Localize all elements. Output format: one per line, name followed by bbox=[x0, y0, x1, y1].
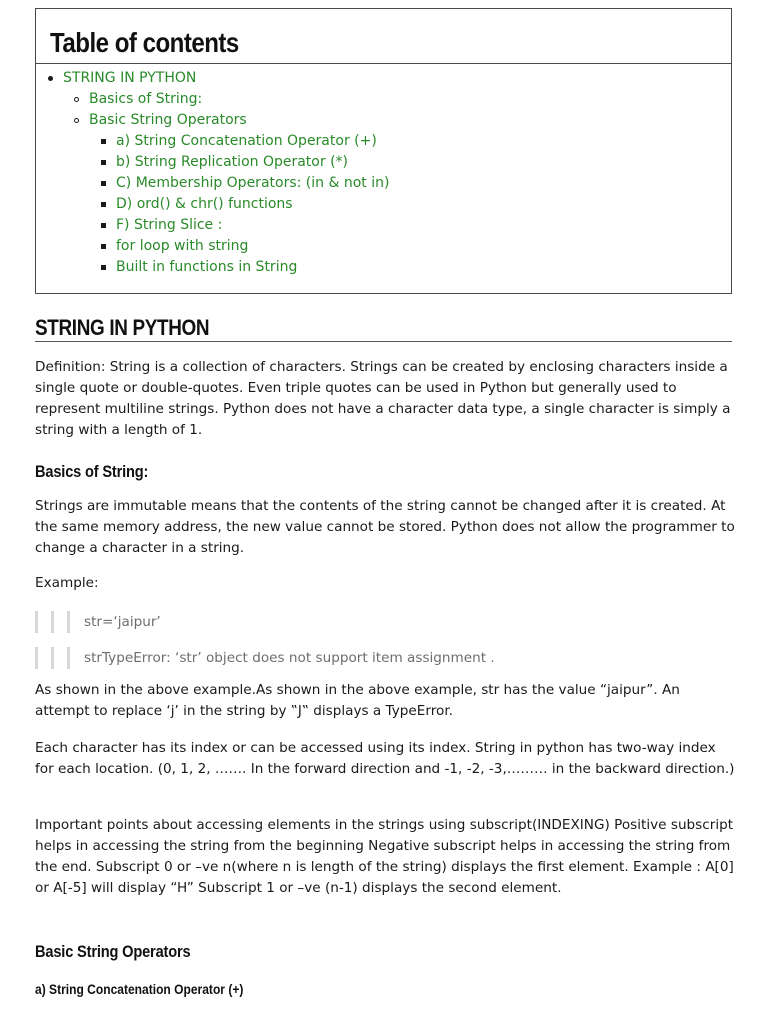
toc-bullet-square bbox=[101, 244, 106, 249]
toc-bullet-circle bbox=[74, 97, 79, 102]
toc-link-label: STRING IN PYTHON bbox=[63, 70, 197, 86]
toc-bullet-square bbox=[101, 202, 106, 207]
code-gutter bbox=[35, 647, 75, 669]
toc-bullet-square bbox=[101, 160, 106, 165]
code-text: str=‘jaipur’ bbox=[84, 614, 161, 630]
toc-link-concatenation[interactable] bbox=[116, 133, 377, 150]
section-heading-string-in-python: STRING IN PYTHON bbox=[35, 315, 210, 340]
toc-link-label: for loop with string bbox=[116, 238, 249, 254]
toc-bullet-circle bbox=[74, 118, 79, 123]
index-paragraph: Each character has its index or can be accessed using its index. String in python has two-way index for each location. (0, 1, 2, ……. In the forward direction and -1, -2, -3,……… in the backward direction.) bbox=[35, 740, 735, 777]
toc-link-replication[interactable] bbox=[116, 154, 348, 171]
toc-bullet-square bbox=[101, 265, 106, 270]
toc-link-label: b) String Replication Operator (*) bbox=[116, 154, 348, 170]
toc-bullet-square bbox=[101, 139, 106, 144]
toc-link-string-slice[interactable] bbox=[116, 217, 222, 234]
toc-link-ord-chr[interactable] bbox=[116, 196, 293, 213]
toc-link-label: a) String Concatenation Operator (+) bbox=[116, 133, 377, 149]
toc-link-for-loop[interactable] bbox=[116, 238, 248, 255]
basics-paragraph: Strings are immutable means that the contents of the string cannot be changed after it is created. At the same memory address, the new value cannot be stored. Python does not allow the programmer to change a character in a string. bbox=[35, 498, 735, 556]
subheading-concatenation-operator: a) String Concatenation Operator (+) bbox=[35, 981, 244, 997]
subheading-basic-string-operators: Basic String Operators bbox=[35, 942, 191, 961]
toc-bullet-disc bbox=[48, 76, 53, 81]
toc-bullet-square bbox=[101, 223, 106, 228]
toc-link-basic-string-operators[interactable] bbox=[89, 112, 247, 129]
toc-bullet-square bbox=[101, 181, 106, 186]
toc-link-label: Built in functions in String bbox=[116, 259, 298, 275]
definition-paragraph: Definition: String is a collection of characters. Strings can be created by enclosing characters inside a single quote or double-quotes. Even triple quotes can be used in Python but generally used to represent multiline strings. Python does not have a character data type, a single character is simply a string with a length of 1. bbox=[35, 359, 731, 438]
toc-link-basics-of-string[interactable] bbox=[89, 91, 202, 108]
toc-link-label: C) Membership Operators: (in & not in) bbox=[116, 175, 390, 191]
subheading-basics-of-string: Basics of String: bbox=[35, 462, 149, 481]
code-text: strTypeError: ‘str’ object does not support item assignment . bbox=[84, 650, 495, 666]
toc-link-label: Basic String Operators bbox=[89, 112, 247, 128]
heading-underline bbox=[35, 341, 732, 342]
subscript-paragraph: Important points about accessing elements in the strings using subscript(INDEXING) Positive subscript helps in accessing the string from the beginning Negative subscript helps in accessing the string from the end. Subscript 0 or –ve n(where n is length of the string) displays the first element. Example : A[0] or A[-5] will display “H” Subscript 1 or –ve (n-1) displays the second element. bbox=[35, 817, 734, 896]
toc-divider bbox=[36, 63, 731, 64]
example-label: Example: bbox=[35, 575, 99, 591]
table-of-contents bbox=[35, 8, 732, 294]
toc-title: Table of contents bbox=[50, 27, 239, 58]
after-example-paragraph: As shown in the above example.As shown in the above example, str has the value “jaipur”. An attempt to replace ‘j’ in the string by ‟J‟ displays a TypeError. bbox=[35, 682, 680, 719]
toc-link-built-in-functions[interactable] bbox=[116, 259, 297, 276]
toc-link-label: D) ord() & chr() functions bbox=[116, 196, 293, 212]
toc-link-membership[interactable] bbox=[116, 175, 389, 192]
toc-link-label: Basics of String: bbox=[89, 91, 203, 107]
code-gutter bbox=[35, 611, 75, 633]
toc-link-label: F) String Slice : bbox=[116, 217, 223, 233]
toc-link-string-in-python[interactable] bbox=[63, 70, 196, 87]
